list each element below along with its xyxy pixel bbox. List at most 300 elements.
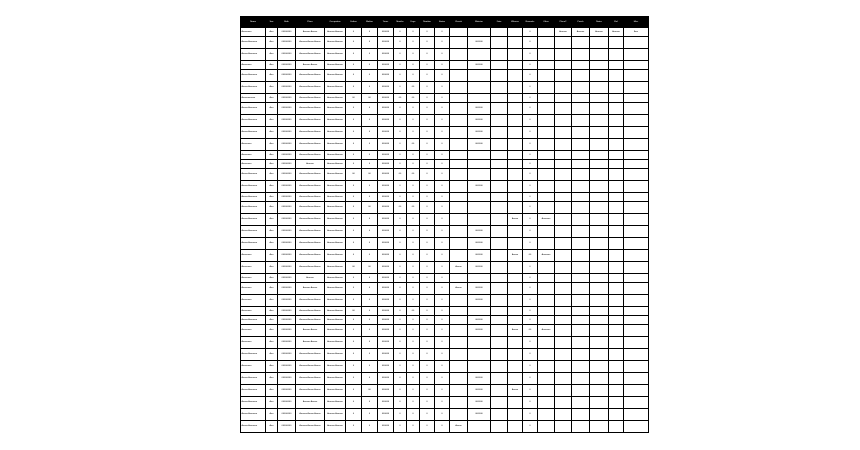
table-cell: 0 <box>523 337 538 349</box>
table-cell: 000000 <box>468 37 491 49</box>
table-cell: Aaaaa <box>450 262 468 274</box>
table-cell <box>572 409 590 421</box>
table-cell: Aaaaaa Aaaaaa <box>325 274 346 283</box>
table-cell <box>624 61 649 70</box>
table-cell <box>624 127 649 139</box>
table-cell <box>491 307 508 316</box>
table-cell <box>555 262 572 274</box>
table-cell <box>609 160 624 169</box>
table-cell <box>590 94 609 103</box>
table-cell: 0 <box>362 37 378 49</box>
table-cell: 0 <box>362 283 378 295</box>
table-cell: 0 <box>346 160 362 169</box>
table-cell: 0 <box>394 139 407 151</box>
table-cell <box>468 202 491 214</box>
table-cell: Aaaaa <box>508 385 523 397</box>
table-cell: Aaa <box>266 61 278 70</box>
table-cell: Aaaaaa Aaaaaa <box>325 160 346 169</box>
table-cell: Aaa <box>266 181 278 193</box>
table-cell: 0 <box>420 28 435 37</box>
table-cell: Aaaaaa Aaaaa Aaaaa <box>296 103 325 115</box>
table-cell <box>450 337 468 349</box>
register-table <box>240 16 649 433</box>
table-cell: 0 <box>435 37 450 49</box>
table-cell <box>555 295 572 307</box>
table-cell <box>590 115 609 127</box>
table-cell: 0 <box>420 283 435 295</box>
table-cell <box>450 325 468 337</box>
table-cell: 0 <box>523 262 538 274</box>
table-cell: 0 <box>420 262 435 274</box>
table-cell: 0 <box>362 193 378 202</box>
table-cell: 0 <box>407 103 420 115</box>
table-cell: 0 <box>346 28 362 37</box>
table-cell <box>590 181 609 193</box>
table-cell: 0 <box>346 316 362 325</box>
table-cell: Aaaaa Aaaaaaa <box>241 49 266 61</box>
table-cell <box>450 94 468 103</box>
table-cell: 0 <box>346 70 362 82</box>
table-cell: Aaaaaa Aaaaaa <box>325 181 346 193</box>
table-cell <box>450 385 468 397</box>
table-cell: 00000000 <box>278 139 296 151</box>
table-cell <box>508 337 523 349</box>
table-cell <box>572 361 590 373</box>
table-cell <box>555 151 572 160</box>
table-cell <box>491 385 508 397</box>
table-cell: 000000 <box>378 421 394 433</box>
table-cell <box>572 316 590 325</box>
table-cell: 0 <box>435 193 450 202</box>
table-row <box>241 421 649 433</box>
table-cell <box>450 181 468 193</box>
table-cell <box>468 94 491 103</box>
table-cell: 0 <box>394 226 407 238</box>
table-cell <box>624 94 649 103</box>
table-cell <box>609 283 624 295</box>
table-cell: Aaa <box>266 421 278 433</box>
table-cell: Aaaaa Aaaaaaa <box>241 397 266 409</box>
table-cell: Aaa <box>266 169 278 181</box>
table-cell: 0 <box>435 70 450 82</box>
table-cell <box>491 151 508 160</box>
column-header: Father <box>346 17 362 28</box>
table-cell: 00 <box>346 169 362 181</box>
table-row <box>241 28 649 37</box>
table-cell: 00000000 <box>278 421 296 433</box>
table-cell: Aaaaaa Aaaaa <box>296 325 325 337</box>
table-cell: 0 <box>523 307 538 316</box>
table-cell: 000000 <box>378 49 394 61</box>
table-row <box>241 49 649 61</box>
table-cell <box>555 202 572 214</box>
table-cell: Aaa <box>266 316 278 325</box>
table-cell <box>468 193 491 202</box>
table-cell <box>538 349 555 361</box>
table-cell <box>590 262 609 274</box>
table-cell: Aaaaaaa <box>538 214 555 226</box>
table-cell <box>609 397 624 409</box>
table-cell <box>450 169 468 181</box>
column-header: Months <box>394 17 407 28</box>
table-cell <box>572 202 590 214</box>
table-cell: Aaaaaaaa <box>241 262 266 274</box>
table-row <box>241 70 649 82</box>
table-cell: 0 <box>362 349 378 361</box>
table-cell <box>450 61 468 70</box>
table-cell <box>450 238 468 250</box>
table-cell <box>555 115 572 127</box>
table-cell: Aaa <box>266 238 278 250</box>
table-cell: 00 <box>346 307 362 316</box>
table-cell: 000000 <box>468 325 491 337</box>
table-cell: 0 <box>394 214 407 226</box>
table-cell: Aaaaaa Aaaaa Aaaaa <box>296 226 325 238</box>
table-cell: 0 <box>407 409 420 421</box>
table-cell <box>555 127 572 139</box>
table-row <box>241 151 649 160</box>
table-cell: 0 <box>523 202 538 214</box>
table-cell: 0 <box>346 283 362 295</box>
table-cell: 0 <box>420 214 435 226</box>
table-cell <box>609 349 624 361</box>
table-row <box>241 316 649 325</box>
table-cell <box>590 421 609 433</box>
table-cell <box>508 373 523 385</box>
table-cell <box>572 151 590 160</box>
table-cell <box>508 139 523 151</box>
table-cell: 00000000 <box>278 349 296 361</box>
table-cell: 0 <box>346 103 362 115</box>
table-cell <box>609 70 624 82</box>
table-cell: Aaa <box>266 82 278 94</box>
table-cell: 0 <box>346 127 362 139</box>
table-cell: 0 <box>407 49 420 61</box>
table-cell <box>624 274 649 283</box>
table-cell: 0 <box>346 397 362 409</box>
table-cell: Aaaaaa Aaaaa Aaaaa <box>296 169 325 181</box>
table-cell <box>555 181 572 193</box>
table-cell: 0 <box>394 337 407 349</box>
table-cell: Aaaaaa Aaaaaa <box>325 361 346 373</box>
table-cell <box>624 325 649 337</box>
table-cell: Aaaaa Aaaaaaa <box>241 316 266 325</box>
table-cell: 0 <box>407 226 420 238</box>
header-row <box>241 17 649 28</box>
table-cell: 000000 <box>378 94 394 103</box>
table-cell: Aaaaaa Aaaaaa <box>325 409 346 421</box>
table-row <box>241 115 649 127</box>
table-cell: 0 <box>420 238 435 250</box>
table-cell: Aaa <box>266 115 278 127</box>
table-cell <box>590 283 609 295</box>
table-cell <box>624 70 649 82</box>
table-cell: 0 <box>523 70 538 82</box>
column-header: Place2 <box>555 17 572 28</box>
table-cell: 00000000 <box>278 37 296 49</box>
table-cell: 0 <box>346 337 362 349</box>
table-cell: 0 <box>362 82 378 94</box>
table-cell: 0 <box>523 103 538 115</box>
table-cell <box>555 421 572 433</box>
table-cell: 000000 <box>378 349 394 361</box>
table-cell <box>572 238 590 250</box>
table-cell <box>508 82 523 94</box>
table-cell: Aaa <box>266 151 278 160</box>
table-cell <box>468 214 491 226</box>
table-cell <box>555 238 572 250</box>
table-cell <box>609 409 624 421</box>
table-cell: 0 <box>435 61 450 70</box>
table-cell <box>624 295 649 307</box>
table-cell: 0 <box>523 373 538 385</box>
table-cell: 00 <box>362 385 378 397</box>
table-cell: 0 <box>394 316 407 325</box>
table-cell: 0 <box>435 250 450 262</box>
table-cell <box>624 202 649 214</box>
column-header: Birth <box>278 17 296 28</box>
table-cell: 00000000 <box>278 49 296 61</box>
table-cell: 0 <box>523 28 538 37</box>
table-cell: 0 <box>523 214 538 226</box>
table-cell <box>609 193 624 202</box>
table-cell <box>590 139 609 151</box>
table-cell: 0 <box>420 295 435 307</box>
table-cell: 00 <box>394 94 407 103</box>
table-cell <box>508 226 523 238</box>
table-cell <box>450 28 468 37</box>
table-cell: 000000 <box>468 316 491 325</box>
table-cell <box>538 421 555 433</box>
table-row <box>241 385 649 397</box>
table-cell <box>609 373 624 385</box>
table-cell: Aaaaaaaa <box>241 295 266 307</box>
table-cell <box>609 385 624 397</box>
table-cell: 000000 <box>378 103 394 115</box>
table-cell <box>590 37 609 49</box>
table-cell <box>491 61 508 70</box>
table-cell: 0 <box>394 28 407 37</box>
table-cell: 0 <box>407 193 420 202</box>
table-cell: 0 <box>407 238 420 250</box>
table-cell: 0 <box>394 307 407 316</box>
table-cell <box>468 160 491 169</box>
table-cell: 0 <box>420 202 435 214</box>
table-cell <box>468 349 491 361</box>
table-cell: 0 <box>407 283 420 295</box>
table-cell <box>508 316 523 325</box>
table-cell <box>508 70 523 82</box>
table-cell: 0 <box>346 49 362 61</box>
table-cell: 00 <box>394 202 407 214</box>
table-cell <box>590 238 609 250</box>
table-cell: 0 <box>523 397 538 409</box>
table-cell <box>609 151 624 160</box>
table-cell <box>538 283 555 295</box>
table-cell: Aaaaa Aaaaaaa <box>241 214 266 226</box>
table-cell <box>590 373 609 385</box>
table-cell: 0 <box>362 103 378 115</box>
table-cell: 0 <box>435 127 450 139</box>
table-cell: 0 <box>407 274 420 283</box>
table-cell <box>450 373 468 385</box>
table-cell <box>491 103 508 115</box>
table-cell: Aaaaa Aaaaaaa <box>241 373 266 385</box>
table-cell <box>624 49 649 61</box>
table-cell <box>572 385 590 397</box>
table-cell <box>508 181 523 193</box>
table-cell <box>450 397 468 409</box>
table-cell <box>624 115 649 127</box>
table-cell: 000000 <box>468 262 491 274</box>
table-cell: 0 <box>523 193 538 202</box>
table-cell: 0 <box>435 295 450 307</box>
table-cell: Aaaaaa Aaaaa Aaaaa <box>296 49 325 61</box>
table-cell <box>609 295 624 307</box>
table-cell <box>609 181 624 193</box>
table-cell <box>450 274 468 283</box>
table-cell: 0 <box>362 181 378 193</box>
table-cell <box>450 70 468 82</box>
table-cell: Aaaaaa Aaaaaa <box>325 316 346 325</box>
column-header: Ref <box>609 17 624 28</box>
table-cell <box>491 181 508 193</box>
table-cell: 0 <box>394 238 407 250</box>
table-cell: Aaaaaa Aaaaaa <box>325 337 346 349</box>
table-cell: 0 <box>346 214 362 226</box>
table-cell: 0 <box>362 127 378 139</box>
table-cell <box>590 349 609 361</box>
table-cell: Aaaaa Aaaaaaa <box>241 103 266 115</box>
table-cell: Aaa <box>266 139 278 151</box>
table-cell: 000000 <box>378 262 394 274</box>
table-cell <box>450 250 468 262</box>
table-cell <box>590 226 609 238</box>
table-cell <box>624 283 649 295</box>
table-cell <box>609 316 624 325</box>
table-cell: 0 <box>523 349 538 361</box>
table-cell: 000000 <box>378 307 394 316</box>
table-cell <box>624 169 649 181</box>
table-cell <box>538 49 555 61</box>
table-cell: 0 <box>394 274 407 283</box>
table-cell: 0 <box>420 226 435 238</box>
table-cell: Aaaaaaaa <box>241 160 266 169</box>
table-cell <box>555 409 572 421</box>
table-cell: 0 <box>407 361 420 373</box>
column-header: Minister <box>468 17 491 28</box>
table-cell <box>590 70 609 82</box>
table-cell <box>590 151 609 160</box>
table-cell: 0 <box>435 139 450 151</box>
table-cell: Aaaaa Aaaaaaa <box>241 409 266 421</box>
table-cell: 00000000 <box>278 250 296 262</box>
table-row <box>241 295 649 307</box>
column-header: Place <box>296 17 325 28</box>
table-cell: 000000 <box>378 373 394 385</box>
table-cell: Aaa <box>266 283 278 295</box>
table-cell: Aaaaaa Aaaaa Aaaaa <box>296 214 325 226</box>
table-cell <box>491 337 508 349</box>
table-cell: Aaaaaa <box>555 28 572 37</box>
table-cell <box>468 421 491 433</box>
table-cell: Aaaaaa Aaaaaa <box>325 226 346 238</box>
table-cell <box>508 61 523 70</box>
table-cell: 0 <box>420 325 435 337</box>
table-cell: 0 <box>346 250 362 262</box>
table-cell: 00 <box>346 262 362 274</box>
table-cell <box>572 295 590 307</box>
table-cell: 0 <box>362 139 378 151</box>
table-cell: 0 <box>394 421 407 433</box>
table-cell <box>590 160 609 169</box>
table-cell: 00000000 <box>278 226 296 238</box>
table-cell <box>572 169 590 181</box>
table-cell <box>538 61 555 70</box>
table-cell: 0 <box>394 385 407 397</box>
table-cell <box>468 337 491 349</box>
table-cell <box>450 37 468 49</box>
table-row <box>241 160 649 169</box>
table-cell: 0 <box>394 361 407 373</box>
table-cell: Aaaaaaaa <box>241 28 266 37</box>
table-cell: 0 <box>435 397 450 409</box>
table-cell: 0 <box>362 28 378 37</box>
table-cell: Aaaaaa Aaaaaa <box>325 397 346 409</box>
table-row <box>241 337 649 349</box>
table-cell: 000000 <box>468 397 491 409</box>
table-cell: 00000000 <box>278 160 296 169</box>
table-cell: 0 <box>394 262 407 274</box>
table-cell <box>508 283 523 295</box>
table-cell <box>572 103 590 115</box>
table-cell: 00 <box>394 169 407 181</box>
table-cell <box>538 70 555 82</box>
table-cell: 0 <box>362 307 378 316</box>
table-cell <box>572 397 590 409</box>
table-cell <box>508 193 523 202</box>
table-cell <box>572 139 590 151</box>
table-cell: 00000000 <box>278 181 296 193</box>
table-cell <box>555 250 572 262</box>
table-cell <box>491 349 508 361</box>
table-cell <box>468 169 491 181</box>
table-cell <box>508 238 523 250</box>
table-cell: 0 <box>362 361 378 373</box>
table-cell <box>491 262 508 274</box>
table-cell <box>590 250 609 262</box>
table-row <box>241 361 649 373</box>
table-cell: 000000 <box>378 337 394 349</box>
table-cell: Aaaaa Aaaaaaa <box>241 70 266 82</box>
table-cell: 0 <box>523 295 538 307</box>
table-cell: 0 <box>420 70 435 82</box>
table-cell <box>468 361 491 373</box>
table-cell <box>572 37 590 49</box>
table-cell <box>555 385 572 397</box>
table-cell: 00000000 <box>278 82 296 94</box>
table-cell <box>491 214 508 226</box>
table-cell <box>508 409 523 421</box>
table-cell: 0 <box>523 151 538 160</box>
table-cell: Aaaaaa Aaaaa Aaaaa <box>296 151 325 160</box>
table-cell <box>555 397 572 409</box>
table-cell: Aaaaa <box>508 214 523 226</box>
table-cell: 0 <box>394 49 407 61</box>
table-cell: Aaaaaa Aaaaa Aaaaa <box>296 37 325 49</box>
table-cell <box>450 139 468 151</box>
table-cell: 0 <box>346 421 362 433</box>
